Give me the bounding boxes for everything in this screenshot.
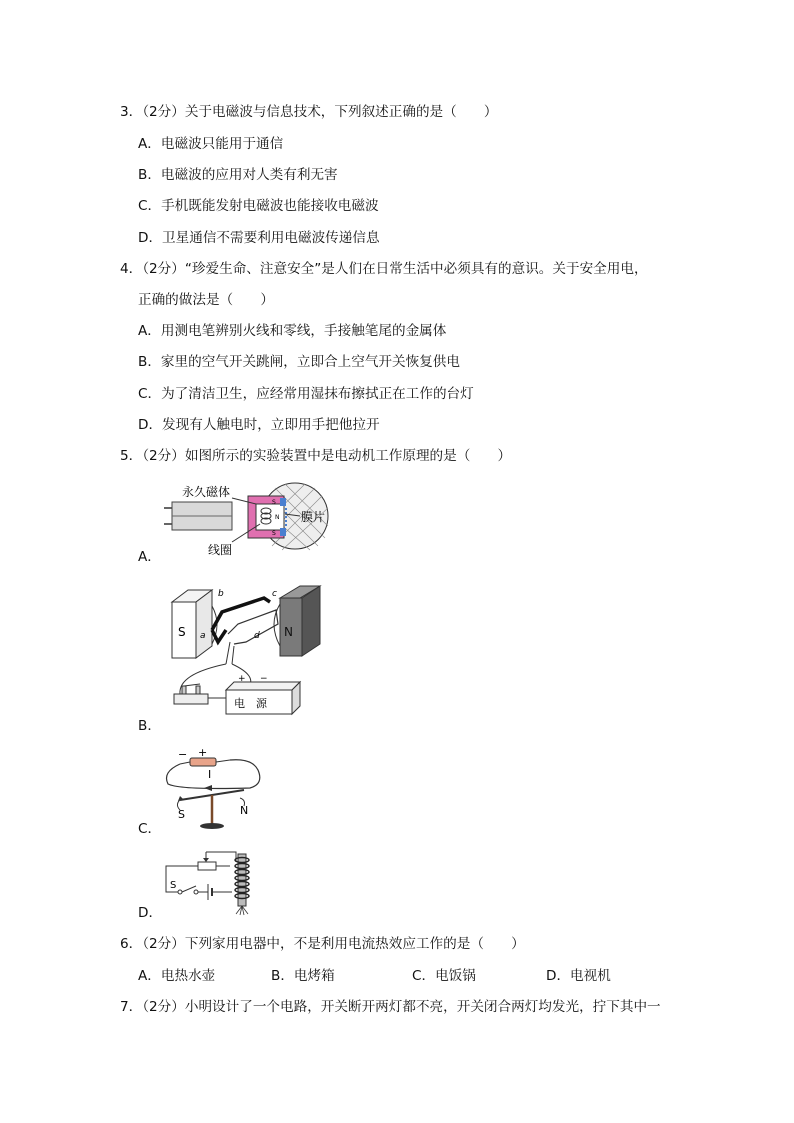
- figure-a-pole-n: N: [275, 514, 280, 521]
- figure-b-motor: [168, 584, 328, 720]
- figure-b-source-label: 电 源: [234, 697, 267, 710]
- question-6-option-c: C．电饭锅: [412, 968, 476, 984]
- question-4-stem-line2: 正确的做法是（ ）: [138, 292, 274, 308]
- figure-d-switch-label: S: [170, 880, 177, 891]
- figure-b-label-c: c: [272, 589, 277, 599]
- figure-b-pole-s: S: [178, 625, 186, 639]
- question-4-stem-line1: 4．（2分）“珍爱生命、注意安全”是人们在日常生活中必须具有的意识。关于安全用电，: [120, 261, 648, 277]
- question-3-option-c: C．手机既能发射电磁波也能接收电磁波: [138, 198, 379, 214]
- question-4-option-c: C．为了清洁卫生，应经常用湿抹布擦拭正在工作的台灯: [138, 386, 474, 402]
- figure-a-pole-s-top: S: [272, 499, 276, 506]
- figure-b-plus: +: [238, 674, 246, 684]
- question-6-option-a: A．电热水壶: [138, 968, 216, 984]
- question-4-option-d: D．发现有人触电时，立即用手把他拉开: [138, 417, 380, 433]
- question-3-option-b: B．电磁波的应用对人类有利无害: [138, 167, 338, 183]
- figure-b-label-d: d: [254, 631, 260, 641]
- figure-c-pole-s: S: [178, 808, 185, 821]
- figure-a-coil-label: 线圈: [208, 543, 233, 557]
- question-5-option-c: C．: [138, 821, 162, 837]
- figure-a-pole-s-bottom: S: [272, 530, 276, 537]
- figure-c-current-label: I: [208, 768, 212, 781]
- question-3-option-a: A．电磁波只能用于通信: [138, 136, 284, 152]
- question-5-option-b: B．: [138, 718, 161, 734]
- question-3-stem: 3．（2分）关于电磁波与信息技术，下列叙述正确的是（ ）: [120, 104, 498, 120]
- figure-b-pole-n: N: [284, 625, 293, 639]
- question-4-option-b: B．家里的空气开关跳闸，立即合上空气开关恢复供电: [138, 354, 460, 370]
- figure-b-minus: −: [260, 674, 268, 684]
- question-5-option-a: A．: [138, 549, 161, 565]
- figure-c-minus: −: [178, 748, 188, 761]
- question-5-stem: 5．（2分）如图所示的实验装置中是电动机工作原理的是（ ）: [120, 448, 512, 464]
- figure-d-electromagnet: [162, 848, 262, 916]
- question-7-stem: 7．（2分）小明设计了一个电路，开关断开两灯都不亮，开关闭合两灯均发光，拧下其中一: [120, 999, 661, 1015]
- question-3-option-d: D．卫星通信不需要利用电磁波传递信息: [138, 230, 380, 246]
- figure-a-microphone: [160, 478, 340, 558]
- question-6-option-b: B．电烤箱: [271, 968, 335, 984]
- figure-b-label-b: b: [218, 589, 224, 599]
- figure-a-membrane-label: 膜片: [301, 510, 326, 524]
- figure-c-plus: +: [198, 746, 208, 759]
- figure-c-oersted: [160, 744, 280, 834]
- figure-a-magnet-label: 永久磁体: [182, 485, 231, 499]
- question-6-option-d: D．电视机: [546, 968, 611, 984]
- question-6-stem: 6．（2分）下列家用电器中，不是利用电流热效应工作的是（ ）: [120, 936, 525, 952]
- question-4-option-a: A．用测电笔辨别火线和零线，手接触笔尾的金属体: [138, 323, 447, 339]
- question-5-option-d: D．: [138, 905, 163, 921]
- figure-b-label-a: a: [200, 631, 206, 641]
- figure-c-pole-n: N: [240, 804, 249, 817]
